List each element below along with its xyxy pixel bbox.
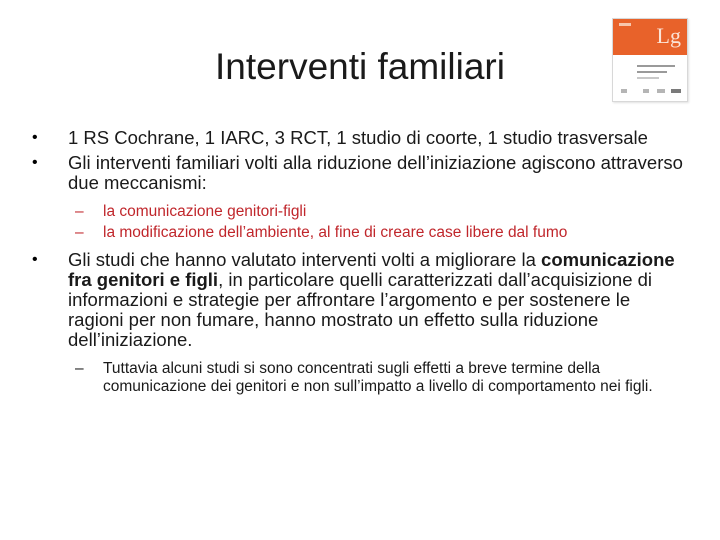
cover-text-line bbox=[637, 77, 659, 79]
bullet-text bbox=[68, 249, 675, 350]
sub-bullet-item bbox=[30, 360, 690, 396]
sub-bullet-list bbox=[30, 360, 690, 396]
sub-bullet-text: Tuttavia alcuni studi si sono concentrati sugli effetti a breve termine della comunicazione dei genitori e non sull’impatto a livello di comportamento nei figli. bbox=[103, 360, 653, 395]
guideline-logo: Lg bbox=[656, 23, 681, 48]
bullet-text-part: , in particolare quelli caratterizzati dall’acquisizione di informazioni e strategie per affrontare l’argomento e per sostenere le ragioni per non fumare, hanno mostrato un effetto sulla riduzione dell’iniziazione. bbox=[68, 269, 653, 350]
bullet-item bbox=[30, 153, 690, 193]
bullet-text: 1 RS Cochrane, 1 IARC, 3 RCT, 1 studio di coorte, 1 studio trasversale bbox=[68, 127, 648, 148]
sub-bullet-glyph: – bbox=[75, 224, 84, 241]
cover-footer-mark bbox=[643, 89, 649, 93]
bullet-glyph: • bbox=[32, 251, 38, 268]
sub-bullet-glyph: – bbox=[75, 203, 84, 220]
sub-bullet-text: la comunicazione genitori-figli bbox=[103, 203, 307, 220]
bullet-item bbox=[30, 250, 690, 350]
slide-body bbox=[30, 128, 690, 404]
cover-footer-mark bbox=[621, 89, 627, 93]
guideline-cover-thumbnail bbox=[612, 18, 688, 102]
bullet-item bbox=[30, 128, 690, 148]
slide-title: Interventi familiari bbox=[215, 46, 505, 87]
bullet-text-bold: comunicazione fra genitori e figli bbox=[68, 249, 675, 290]
cover-text-line bbox=[637, 65, 675, 67]
cover-footer-mark bbox=[657, 89, 665, 93]
sub-bullet-text: la modificazione dell’ambiente, al fine di creare case libere dal fumo bbox=[103, 224, 568, 241]
cover-text-line bbox=[637, 71, 667, 73]
sub-bullet-glyph: – bbox=[75, 360, 84, 377]
bullet-text: Gli interventi familiari volti alla riduzione dell’iniziazione agiscono attraverso due meccanismi: bbox=[68, 152, 683, 193]
bullet-glyph: • bbox=[32, 129, 38, 146]
bullet-text-part: Gli studi che hanno valutato interventi volti a migliorare la bbox=[68, 249, 542, 270]
bullet-glyph: • bbox=[32, 154, 38, 171]
cover-corner-mark bbox=[619, 23, 631, 26]
sub-bullet-item bbox=[30, 203, 690, 221]
cover-footer-mark bbox=[671, 89, 681, 93]
sub-bullet-item bbox=[30, 224, 690, 242]
sub-bullet-list bbox=[30, 203, 690, 242]
